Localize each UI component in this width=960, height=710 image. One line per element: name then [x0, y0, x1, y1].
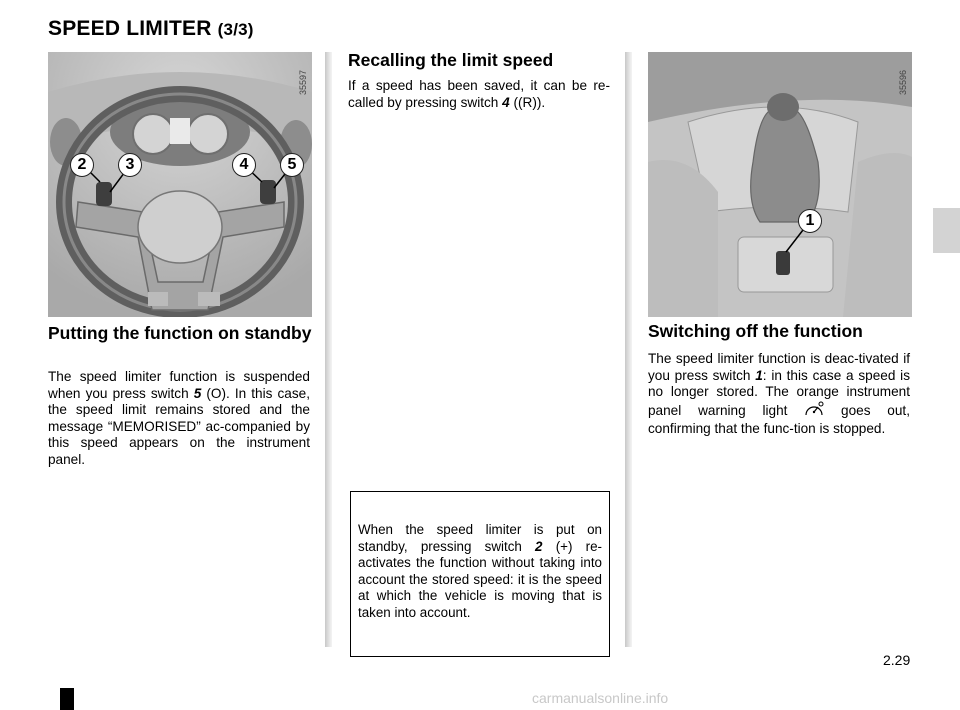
callout-5: 5: [280, 153, 304, 177]
page-title: [48, 17, 254, 41]
photo-reference-code: 35597: [298, 69, 308, 95]
callout-4: 4: [232, 153, 256, 177]
watermark: carmanualsonline.info: [532, 690, 669, 706]
photo-reference-code: 35596: [898, 69, 908, 95]
gear-lever-photo: [648, 52, 912, 317]
recall-body: If a speed has been saved, it can be re-called by pressing switch 4 ((R)).: [348, 78, 610, 110]
page-title-text: SPEED LIMITER: [48, 17, 212, 40]
steering-wheel-photo: [48, 52, 312, 317]
callout-3: 3: [118, 153, 142, 177]
page-title-suffix: (3/3): [217, 20, 254, 39]
off-body: The speed limiter function is deac-tivated if you press switch 1: in this case a speed is no longer stored. The orange instrument panel warning light goes out, confirming that the func-tion is stopped.: [648, 351, 910, 437]
note-text: When the speed limiter is put on standby, pressing switch 2 (+) re-activates the function without taking into account the stored speed: it is the speed at which the vehicle is moving that is taken into account.: [358, 522, 603, 620]
page-number: 2.29: [883, 652, 911, 668]
note-box: [350, 491, 610, 657]
callout-1: 1: [798, 209, 822, 233]
switch-ref: 5: [193, 385, 202, 401]
standby-heading: Putting the function on standby: [48, 323, 312, 343]
corner-marker: [60, 688, 74, 710]
off-heading: Switching off the function: [648, 321, 863, 341]
column-divider: [325, 52, 332, 647]
callout-2: 2: [70, 153, 94, 177]
gear-lever-illustration: [648, 52, 912, 317]
steering-wheel-illustration: [48, 52, 312, 317]
switch-ref: 1: [755, 367, 763, 383]
speed-limiter-warning-icon: [804, 401, 824, 422]
chapter-tab: [933, 208, 960, 253]
switch-ref: 2: [535, 538, 543, 554]
column-divider: [625, 52, 632, 647]
recall-heading: Recalling the limit speed: [348, 50, 554, 70]
switch-ref: 4: [502, 94, 510, 110]
standby-body: The speed limiter function is suspended when you press switch 5 (O). In this case, the speed limit remains stored and the message “MEMORISED” ac-companied by this speed appears on the instrument panel.: [48, 369, 310, 467]
